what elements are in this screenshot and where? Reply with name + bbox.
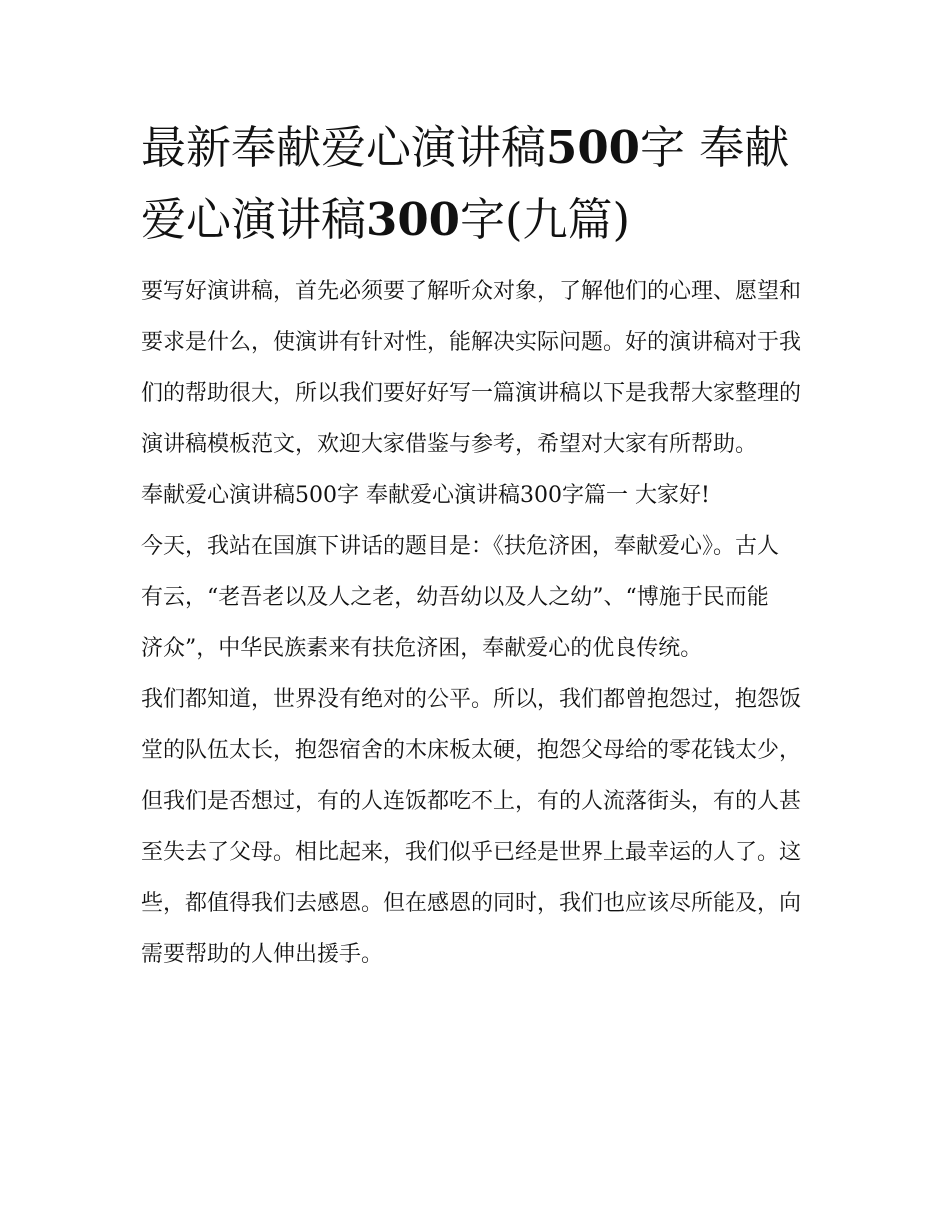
- section-heading-paragraph: 奉献爱心演讲稿500字 奉献爱心演讲稿300字篇一 大家好!: [141, 483, 710, 508]
- intro-paragraph: 要写好演讲稿，首先必须要了解听众对象，了解他们的心理、愿望和要求是什么，使演讲有针对性，能解决实际问题。好的演讲稿对于我们的帮助很大，所以我们要好好写一篇演讲稿以下是我帮大家整理的演讲稿模板范文，欢迎大家借鉴与参考，希望对大家有所帮助。: [141, 279, 802, 457]
- document-title: 最新奉献爱心演讲稿500字 奉献爱心演讲稿300字(九篇): [141, 121, 790, 246]
- speech-paragraph-1: 今天，我站在国旗下讲话的题目是：《扶危济困，奉献爱心》。古人有云，“老吾老以及人之老，幼吾幼以及人之幼”、“博施于民而能济众”，中华民族素来有扶危济困，奉献爱心的优良传统。: [141, 534, 780, 661]
- document-body: [141, 112, 821, 980]
- speech-paragraph-2: 我们都知道，世界没有绝对的公平。所以，我们都曾抱怨过，抱怨饭堂的队伍太长，抱怨宿舍的木床板太硬，抱怨父母给的零花钱太少，但我们是否想过，有的人连饭都吃不上，有的人流落街头，有的人甚至失去了父母。相比起来，我们似乎已经是世界上最幸运的人了。这些，都值得我们去感恩。但在感恩的同时，我们也应该尽所能及，向需要帮助的人伸出援手。: [141, 687, 802, 967]
